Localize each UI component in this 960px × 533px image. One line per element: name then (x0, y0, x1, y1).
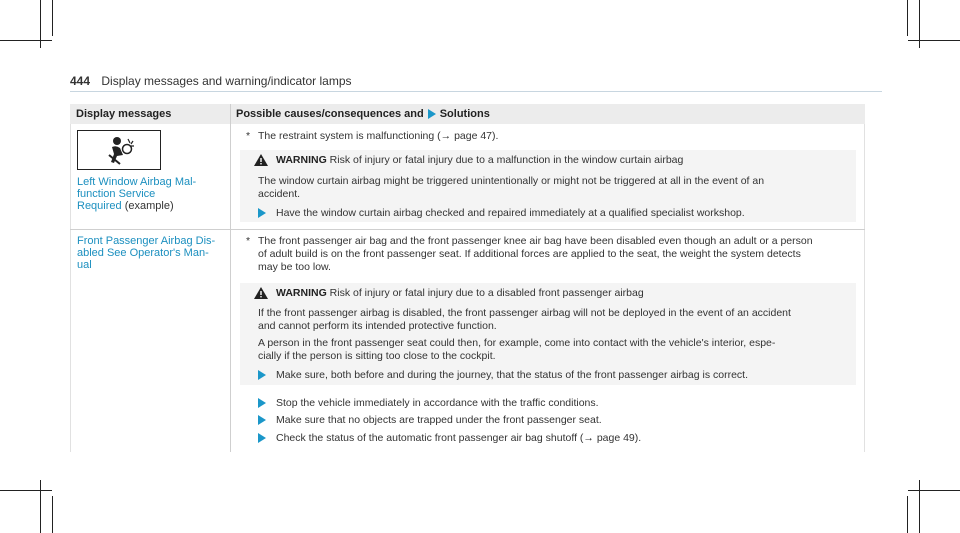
table-border-right (864, 124, 865, 452)
display-message-front-passenger-airbag (77, 235, 227, 271)
warning-body: A person in the front passenger seat could then, for example, come into contact with the vehicle's interior, espe- (258, 337, 776, 349)
col-header-solutions-label: Solutions (439, 108, 490, 120)
airbag-warning-icon-box (77, 130, 161, 170)
crop-mark (919, 480, 920, 533)
warning-label: WARNING (276, 287, 327, 299)
warning-body: cially if the person is sitting too close to the cockpit. (258, 350, 496, 362)
cause-text: may be too low. (258, 261, 331, 273)
warning-heading (254, 287, 644, 300)
solution-arrow-icon (428, 109, 436, 119)
warning-heading (254, 154, 683, 167)
solution-step (258, 432, 641, 444)
display-message-window-airbag (77, 176, 227, 212)
warning-step (258, 207, 745, 219)
crop-mark (908, 40, 960, 41)
cause-bullet: * (246, 235, 251, 247)
step-arrow-icon (258, 370, 266, 380)
cause-text: of adult build is on the front passenger seat. If additional forces are applied to the seat, the weight the system detects (258, 248, 801, 260)
warning-step (258, 369, 748, 381)
message-link[interactable]: Left Window Airbag Mal- (77, 176, 197, 188)
message-suffix: (example) (124, 200, 174, 212)
warning-triangle-icon (254, 287, 268, 299)
table-border-left (70, 124, 71, 452)
cause-text: The front passenger air bag and the front passenger knee air bag have been disabled even though an adult or a person (258, 235, 813, 247)
crop-mark (40, 480, 41, 533)
crop-mark (907, 0, 908, 36)
message-link[interactable]: ual (77, 259, 92, 271)
warning-triangle-icon (254, 154, 268, 166)
header-rule (70, 91, 882, 92)
crop-mark (52, 496, 53, 533)
warning-text: Risk of injury or fatal injury due to a malfunction in the window curtain airbag (329, 154, 684, 166)
airbag-warning-icon (106, 135, 136, 165)
message-link[interactable]: abled See Operator's Man- (77, 247, 209, 259)
cause-bullet: * (246, 130, 251, 142)
column-divider (230, 104, 231, 452)
warning-body: and cannot perform its intended protective function. (258, 320, 497, 332)
warning-body: If the front passenger airbag is disabled, the front passenger airbag will not be deployed in the event of an accident (258, 307, 791, 319)
step-text: Make sure that no objects are trapped under the front passenger seat. (276, 414, 602, 426)
step-text: Check the status of the automatic front passenger air bag shutoff (→ page 49). (276, 432, 642, 444)
step-arrow-icon (258, 398, 266, 408)
step-text: Have the window curtain airbag checked and repaired immediately at a qualified specialist workshop. (276, 207, 745, 219)
step-arrow-icon (258, 415, 266, 425)
table-header (70, 104, 865, 124)
message-link[interactable]: Front Passenger Airbag Dis- (77, 235, 216, 247)
crop-mark (908, 490, 960, 491)
step-text: Make sure, both before and during the journey, that the status of the front passenger airbag is correct. (276, 369, 748, 381)
step-arrow-icon (258, 433, 266, 443)
solution-step (258, 397, 599, 409)
step-text: Stop the vehicle immediately in accordance with the traffic conditions. (276, 397, 599, 409)
col-header-messages: Display messages (76, 108, 172, 120)
crop-mark (907, 496, 908, 533)
page-header (70, 74, 352, 88)
warning-body: The window curtain airbag might be triggered unintentionally or might not be triggered at all in the event of an (258, 175, 765, 187)
warning-text: Risk of injury or fatal injury due to a disabled front passenger airbag (329, 287, 644, 299)
page-title: Display messages and warning/indicator lamps (101, 74, 352, 88)
crop-mark (0, 40, 52, 41)
warning-body: accident. (258, 188, 301, 200)
row-separator (70, 229, 865, 230)
message-link[interactable]: function Service (77, 188, 156, 200)
col-header-causes-label: Possible causes/consequences and (236, 108, 424, 120)
solution-step (258, 414, 602, 426)
cause-text: The restraint system is malfunctioning (→ page 47). (258, 130, 499, 142)
step-arrow-icon (258, 208, 266, 218)
page-number: 444 (70, 74, 91, 88)
message-link[interactable]: Required (77, 200, 122, 212)
crop-mark (52, 0, 53, 36)
col-header-causes (236, 108, 490, 120)
warning-label: WARNING (276, 154, 327, 166)
crop-mark (0, 490, 52, 491)
